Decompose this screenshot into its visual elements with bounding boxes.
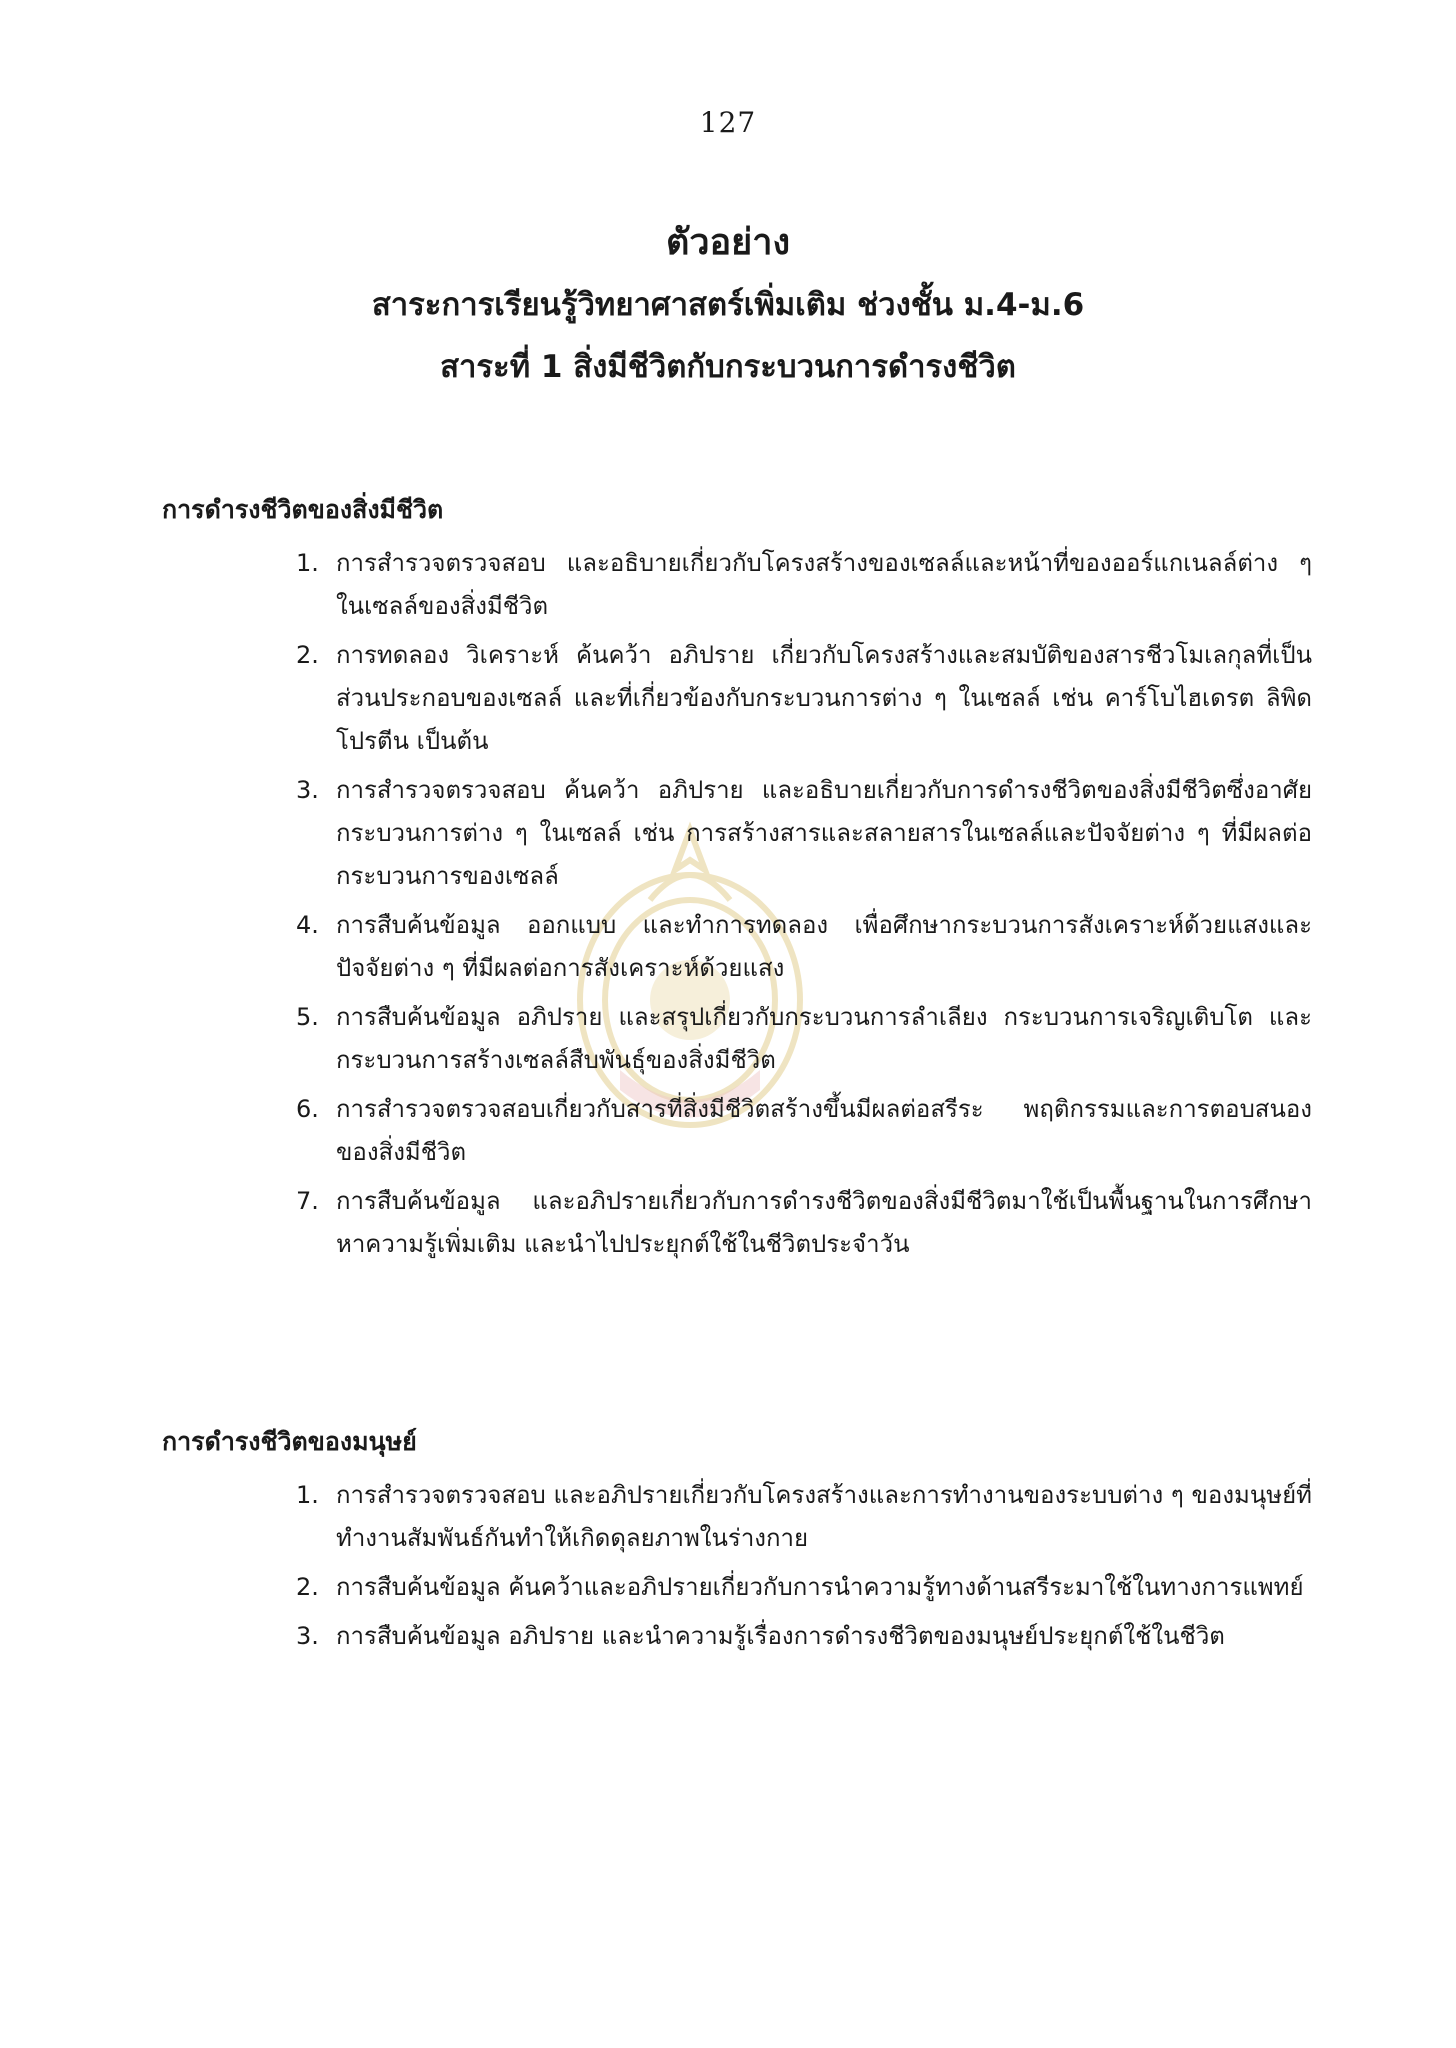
list-item-number: 2. [296, 1573, 319, 1601]
document-title: ตัวอย่าง [665, 222, 791, 263]
list-item-text: การสืบค้นข้อมูล ค้นคว้าและอภิปรายเกี่ยวกับการนำความรู้ทางด้านสรีระมาใช้ในทางการแพทย์ [336, 1573, 1304, 1601]
list-item-text: การสืบค้นข้อมูล อภิปราย และสรุปเกี่ยวกับกระบวนการลำเลียง กระบวนการเจริญเติบโต และกระบวนการสร้างเซลล์สืบพันธุ์ของสิ่งมีชีวิต [336, 1003, 1312, 1074]
list-item [162, 542, 1312, 628]
list-item-number: 3. [296, 1622, 319, 1650]
list-item-number: 5. [296, 1003, 319, 1031]
list-item-text: การสืบค้นข้อมูล และอภิปรายเกี่ยวกับการดำรงชีวิตของสิ่งมีชีวิตมาใช้เป็นพื้นฐานในการศึกษาหาความรู้เพิ่มเติม และนำไปประยุกต์ใช้ในชีวิตประจำวัน [336, 1187, 1312, 1258]
list-item [162, 634, 1312, 763]
list-item-number: 1. [296, 1481, 319, 1509]
section-heading: การดำรงชีวิตของสิ่งมีชีวิต [162, 495, 444, 524]
list-item-text: การสำรวจตรวจสอบ ค้นคว้า อภิปราย และอธิบายเกี่ยวกับการดำรงชีวิตของสิ่งมีชีวิตซึ่งอาศัยกระบวนการต่าง ๆ ในเซลล์ เช่น การสร้างสารและสลายสารในเซลล์และปัจจัยต่าง ๆ ที่มีผลต่อกระบวนการของเซลล์ [336, 776, 1312, 890]
section-living-organisms [162, 490, 1312, 1272]
list-item [162, 1615, 1312, 1658]
list-item-text: การสำรวจตรวจสอบ และอธิบายเกี่ยวกับโครงสร้างของเซลล์และหน้าที่ของออร์แกเนลล์ต่าง ๆ ในเซลล์ของสิ่งมีชีวิต [336, 549, 1312, 620]
list-item-number: 2. [296, 641, 319, 669]
list-item [162, 1566, 1312, 1609]
list-item-number: 6. [296, 1095, 319, 1123]
list-item-text: การสืบค้นข้อมูล อภิปราย และนำความรู้เรื่องการดำรงชีวิตของมนุษย์ประยุกต์ใช้ในชีวิต [336, 1622, 1225, 1650]
list-item [162, 769, 1312, 898]
list-item-text: การสำรวจตรวจสอบ และอภิปรายเกี่ยวกับโครงสร้างและการทำงานของระบบต่าง ๆ ของมนุษย์ที่ทำงานสัมพันธ์กันทำให้เกิดดุลยภาพในร่างกาย [336, 1481, 1312, 1552]
strand-title: สาระที่ 1 สิ่งมีชีวิตกับกระบวนการดำรงชีวิต [440, 349, 1016, 385]
section-heading: การดำรงชีวิตของมนุษย์ [162, 1427, 417, 1456]
list-item-text: การสำรวจตรวจสอบเกี่ยวกับสารที่สิ่งมีชีวิตสร้างขึ้นมีผลต่อสรีระ พฤติกรรมและการตอบสนองของสิ่งมีชีวิต [336, 1095, 1312, 1166]
list-item [162, 1180, 1312, 1266]
list-item-text: การสืบค้นข้อมูล ออกแบบ และทำการทดลอง เพื่อศึกษากระบวนการสังเคราะห์ด้วยแสงและปัจจัยต่าง ๆ ที่มีผลต่อการสังเคราะห์ด้วยแสง [336, 911, 1312, 982]
list-item-number: 3. [296, 776, 319, 804]
document-subtitle: สาระการเรียนรู้วิทยาศาสตร์เพิ่มเติม ช่วงชั้น ม.4-ม.6 [371, 287, 1085, 323]
list-item-number: 1. [296, 549, 319, 577]
list-item [162, 996, 1312, 1082]
page-number: 127 [699, 106, 757, 139]
document-header [0, 218, 1456, 404]
list-item [162, 904, 1312, 990]
list-item-text: การทดลอง วิเคราะห์ ค้นคว้า อภิปราย เกี่ยวกับโครงสร้างและสมบัติของสารชีวโมเลกุลที่เป็นส่วนประกอบของเซลล์ และที่เกี่ยวข้องกับกระบวนการต่าง ๆ ในเซลล์ เช่น คาร์โบไฮเดรต ลิพิด โปรตีน เป็นต้น [336, 641, 1312, 755]
section-human-life [162, 1422, 1312, 1664]
list-item-number: 7. [296, 1187, 319, 1215]
list-item [162, 1088, 1312, 1174]
list-item-number: 4. [296, 911, 319, 939]
list-item [162, 1474, 1312, 1560]
